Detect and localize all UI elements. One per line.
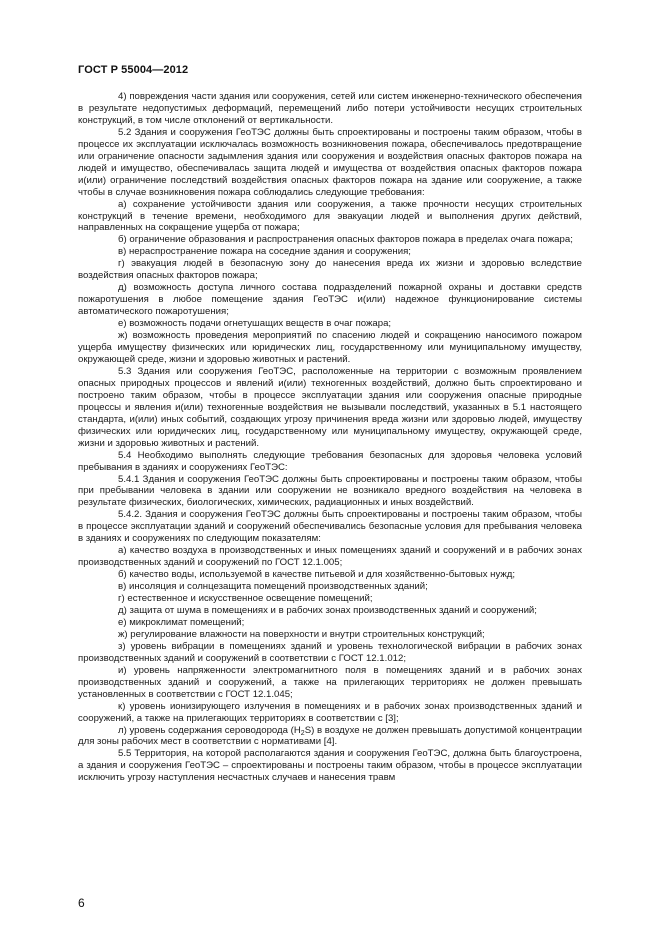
paragraph-5-4-1: 5.4.1 Здания и сооружения ГеоТЭС должны быть спроектированы и построены таким образом, чтобы при пребывании человека в здании или сооружении не возникало вредного воздействия на человека в результате физических, биологических, химических, радиационных и иных воздействий. bbox=[78, 473, 582, 509]
h2s-text-before: л) уровень содержания сероводорода (H bbox=[118, 724, 301, 736]
paragraph-item-zh-humidity: ж) регулирование влажности на поверхности и внутри строительных конструкций; bbox=[118, 628, 485, 640]
paragraph-item-b-water: б) качество воды, используемой в качестве питьевой и для хозяйственно-бытовых нужд; bbox=[118, 569, 516, 581]
paragraph-item-d-noise: д) защита от шума в помещениях и в рабочих зонах производственных зданий и сооружений; bbox=[118, 604, 537, 616]
paragraph-item-a-air: а) качество воздуха в производственных и иных помещениях зданий и сооружений и в рабочих зонах производственных зданий и сооружений по ГОСТ 12.1.005; bbox=[78, 545, 582, 569]
h2s-text-after: S) в воздухе не должен превышать допустимой концентрации для зоны рабочих мест в соответствии с нормативами [4]. bbox=[78, 724, 582, 748]
paragraph-item-e-microclimate: е) микроклимат помещений; bbox=[118, 616, 245, 628]
paragraph-item-a: а) сохранение устойчивости здания или сооружения, а также прочности несущих строительных конструкций в течение времени, необходимого для эвакуации людей и выполнения других действий, направленных на сокращение ущерба от пожара; bbox=[78, 198, 582, 234]
paragraph-5-3: 5.3 Здания или сооружения ГеоТЭС, расположенные на территории с возможным проявлением опасных природных процессов и явлений и(или) техногенных воздействий, должно быть спроектировано и построено таким образом, чтобы в процессе эксплуатации здания или сооружения опасные природные процессы и явления и(или) техногенные воздействия не вызывали последствий, указанных в 5.1 настоящего стандарта, и(или) иных событий, создающих угрозу причинения вреда жизни или здоровью людей, имуществу физических или юридических лиц, государственному или муниципальному имуществу, окружающей среде, жизни и здоровью животных и растений. bbox=[78, 365, 582, 449]
paragraph-item-e: е) возможность подачи огнетушащих веществ в очаг пожара; bbox=[118, 318, 392, 330]
paragraph-item-v: в) нераспространение пожара на соседние здания и сооружения; bbox=[118, 246, 411, 258]
paragraph-item-i-emf: и) уровень напряженности электромагнитного поля в помещениях зданий и в рабочих зонах производственных зданий и сооружений, а также на прилегающих территориях не должен превышать установленных в соответствии с ГОСТ 12.1.045; bbox=[78, 664, 582, 700]
h2s-subscript: 2 bbox=[300, 729, 305, 737]
paragraph-item-4: 4) повреждения части здания или сооружения, сетей или систем инженерно-технического обеспечения в результате недопустимых деформаций, перемещений либо потери устойчивости несущих строительных конструкций, в том числе отклонений от вертикальности. bbox=[78, 91, 582, 126]
paragraph-5-2: 5.2 Здания и сооружения ГеоТЭС должны быть спроектированы и построены таким образом, чтобы в процессе их эксплуатации исключалась возможность возникновения пожара, обеспечивалось предотвращение или ограничение опасности задымления здания или сооружения и воздействия опасных факторов пожара на людей и имущество, обеспечивалась защита людей и имущества от воздействия опасных факторов пожара и(или) ограничение последствий воздействия опасных факторов пожара на здание или сооружение, а также чтобы в случае возникновения пожара соблюдались следующие требования: bbox=[78, 126, 582, 198]
paragraph-item-g: г) эвакуация людей в безопасную зону до нанесения вреда их жизни и здоровью вследствие воздействия опасных факторов пожара; bbox=[78, 258, 582, 282]
paragraph-item-z-vibration: з) уровень вибрации в помещениях зданий и уровень технологической вибрации в рабочих зонах производственных зданий и сооружений в соответствии с ГОСТ 12.1.012; bbox=[78, 640, 582, 664]
paragraph-item-b: б) ограничение образования и распространения опасных факторов пожара в пределах очага пожара; bbox=[118, 234, 573, 246]
paragraph-5-4: 5.4 Необходимо выполнять следующие требования безопасных для здоровья человека условий пребывания в зданиях и сооружениях ГеоТЭС: bbox=[78, 449, 582, 473]
paragraph-item-d: д) возможность доступа личного состава подразделений пожарной охраны и доставки средств пожаротушения в любое помещение здания ГеоТЭС и(или) надежное функционирование системы автоматического пожаротушения; bbox=[78, 282, 582, 318]
page-number: 6 bbox=[78, 896, 85, 910]
paragraph-item-k-radiation: к) уровень ионизирующего излучения в помещениях и в рабочих зонах производственных зданий и сооружений, а также на прилегающих территориях в соответствии с [3]; bbox=[78, 700, 582, 724]
document-header: ГОСТ Р 55004—2012 bbox=[78, 64, 189, 76]
paragraph-5-5: 5.5 Территория, на которой располагаются здания и сооружения ГеоТЭС, должна быть благоустроена, а здания и сооружения ГеоТЭС – спроектированы и построены таким образом, чтобы в процессе эксплуатации исключить угрозу наступления несчастных случаев и нанесения травм bbox=[78, 748, 582, 784]
paragraph-item-g-lighting: г) естественное и искусственное освещение помещений; bbox=[118, 593, 373, 605]
paragraph-item-zh: ж) возможность проведения мероприятий по спасению людей и сокращению наносимого пожаром ущерба имуществу физических или юридических лиц, государственному или муниципальному имуществу, окружающей среде, жизни и здоровью животных и растений. bbox=[78, 330, 582, 365]
paragraph-item-l-h2s bbox=[78, 725, 582, 749]
document-body bbox=[78, 91, 582, 784]
paragraph-5-4-2: 5.4.2. Здания и сооружения ГеоТЭС должны быть спроектированы и построены таким образом, чтобы в процессе эксплуатации зданий и сооружений обеспечивались безопасные условия для пребывания человека в зданиях и сооружениях по следующим показателям: bbox=[78, 509, 582, 545]
paragraph-item-v-insolation: в) инсоляция и солнцезащита помещений производственных зданий; bbox=[118, 581, 428, 593]
